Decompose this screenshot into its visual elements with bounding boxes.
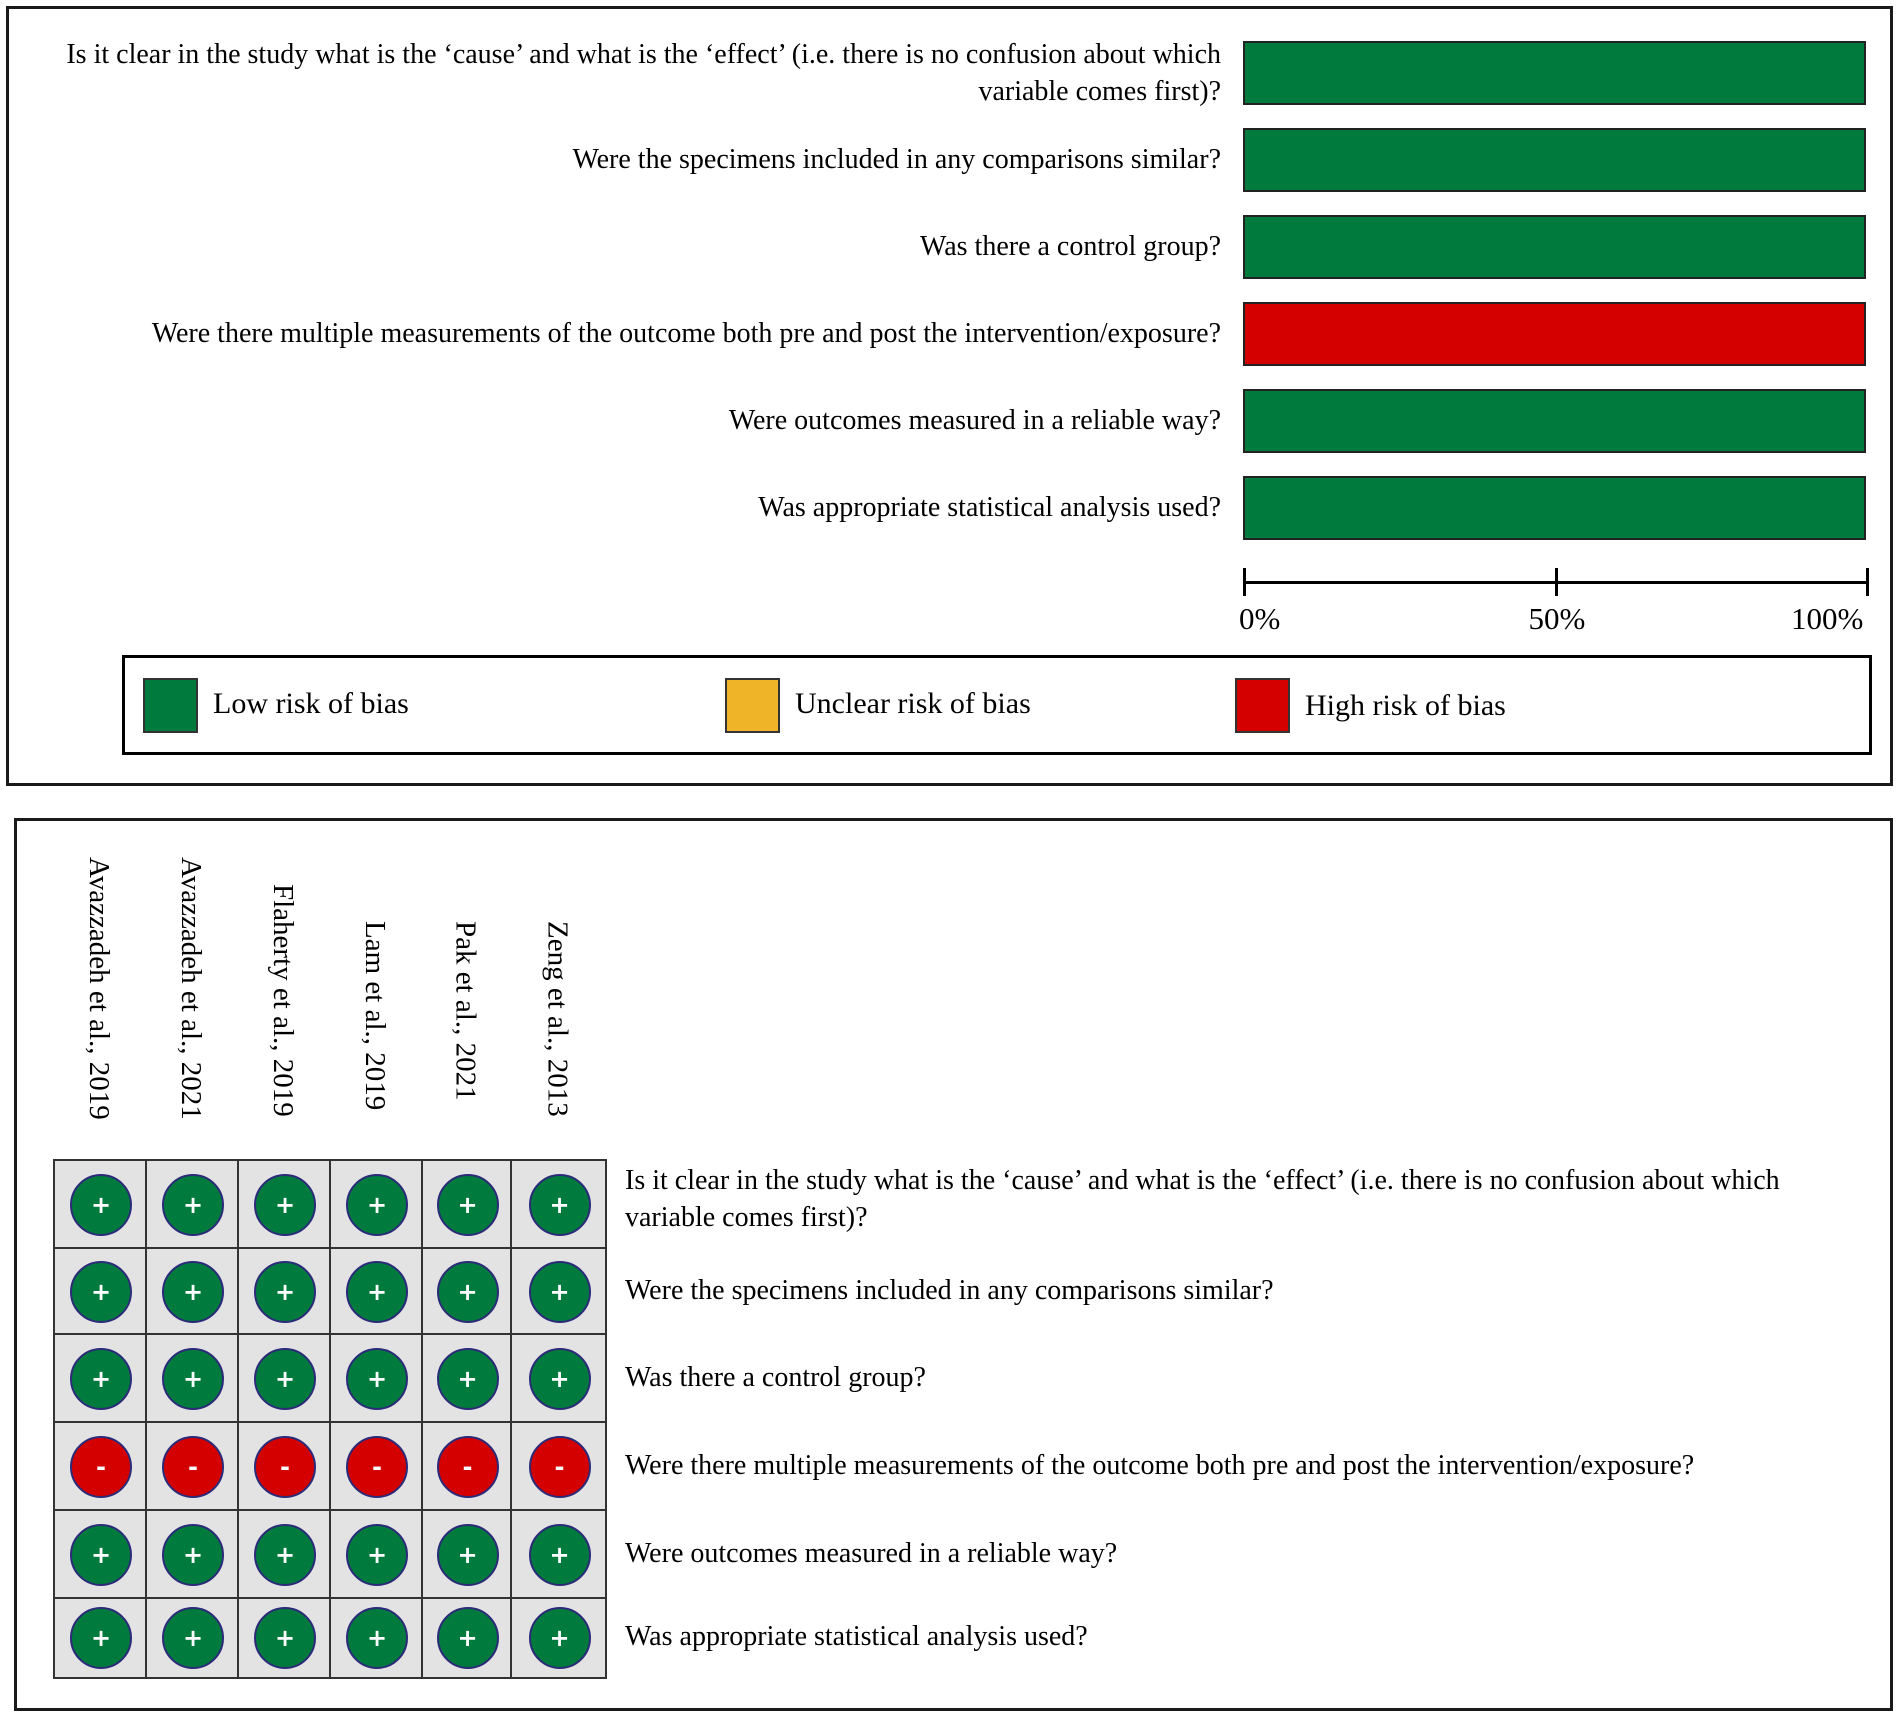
grid-cell <box>512 1511 607 1599</box>
x-axis-tick <box>1866 568 1869 596</box>
bar-segment-high-risk-of-bias <box>1243 302 1866 366</box>
study-label: Avazzadeh et al., 2021 <box>175 857 207 1120</box>
grid-cell <box>331 1335 423 1423</box>
grid-cell <box>239 1511 331 1599</box>
low-risk-plus-icon: + <box>162 1261 224 1323</box>
grid-cell <box>239 1249 331 1335</box>
low-risk-plus-icon: + <box>437 1524 499 1586</box>
low-risk-plus-icon: + <box>529 1348 591 1410</box>
low-risk-plus-icon: + <box>162 1174 224 1236</box>
risk-of-bias-graph-panel <box>14 818 1893 1711</box>
low-risk-plus-icon: + <box>529 1524 591 1586</box>
grid-cell <box>147 1249 239 1335</box>
grid-cell <box>423 1511 512 1599</box>
low-risk-plus-icon: + <box>346 1174 408 1236</box>
grid-cell <box>239 1599 331 1677</box>
study-label: Zeng et al., 2013 <box>541 921 574 1117</box>
low-risk-plus-icon: + <box>254 1348 316 1410</box>
grid-cell <box>512 1599 607 1677</box>
x-tick-label: 100% <box>1791 601 1864 636</box>
grid-cell <box>512 1249 607 1335</box>
study-label: Flaherty et al., 2019 <box>267 884 299 1117</box>
grid-cell <box>239 1161 331 1249</box>
grid-cell <box>331 1423 423 1511</box>
low-risk-plus-icon: + <box>70 1524 132 1586</box>
grid-cell <box>55 1511 147 1599</box>
x-axis-tick <box>1555 568 1558 596</box>
row-question-label: Were outcomes measured in a reliable way? <box>625 1538 1118 1569</box>
grid-cell <box>239 1335 331 1423</box>
grid-cell <box>55 1599 147 1677</box>
low-risk-plus-icon: + <box>346 1524 408 1586</box>
row-question-label: Were there multiple measurements of the outcome both pre and post the intervention/exposure? <box>625 1450 1695 1481</box>
x-tick-label: 50% <box>1528 601 1586 636</box>
legend <box>122 655 1872 755</box>
legend-label: High risk of bias <box>1305 689 1506 722</box>
bar-segment-low-risk-of-bias <box>1243 476 1866 540</box>
low-risk-plus-icon: + <box>70 1348 132 1410</box>
low-risk-plus-icon: + <box>254 1524 316 1586</box>
legend-swatch-high-risk-of-bias <box>1235 678 1290 733</box>
low-risk-plus-icon: + <box>437 1348 499 1410</box>
bar-segment-low-risk-of-bias <box>1243 41 1866 105</box>
low-risk-plus-icon: + <box>162 1348 224 1410</box>
high-risk-minus-icon: - <box>70 1436 132 1498</box>
low-risk-plus-icon: + <box>70 1174 132 1236</box>
grid-cell <box>423 1423 512 1511</box>
risk-of-bias-summary-panel <box>6 6 1893 786</box>
grid-cell <box>55 1161 147 1249</box>
bar-segment-low-risk-of-bias <box>1243 128 1866 192</box>
grid-cell <box>147 1423 239 1511</box>
grid-cell <box>55 1335 147 1423</box>
grid-cell <box>55 1423 147 1511</box>
grid-cell <box>512 1335 607 1423</box>
bar-segment-low-risk-of-bias <box>1243 215 1866 279</box>
study-label: Pak et al., 2021 <box>449 921 482 1101</box>
grid-cell <box>423 1335 512 1423</box>
grid-cell <box>423 1249 512 1335</box>
legend-label: Low risk of bias <box>213 687 409 720</box>
x-tick-label: 0% <box>1239 601 1281 636</box>
low-risk-plus-icon: + <box>346 1348 408 1410</box>
grid-cell <box>239 1423 331 1511</box>
grid-cell <box>331 1249 423 1335</box>
legend-swatch-unclear-risk-of-bias <box>725 678 780 733</box>
question-label: Were the specimens included in any comparisons similar? <box>572 144 1221 175</box>
grid-cell <box>512 1423 607 1511</box>
high-risk-minus-icon: - <box>162 1436 224 1498</box>
low-risk-plus-icon: + <box>437 1607 499 1669</box>
row-question-label: Were the specimens included in any comparisons similar? <box>625 1275 1274 1306</box>
grid-cell <box>331 1161 423 1249</box>
low-risk-plus-icon: + <box>437 1174 499 1236</box>
low-risk-plus-icon: + <box>70 1607 132 1669</box>
low-risk-plus-icon: + <box>254 1174 316 1236</box>
low-risk-plus-icon: + <box>70 1261 132 1323</box>
grid-cell <box>423 1599 512 1677</box>
low-risk-plus-icon: + <box>529 1607 591 1669</box>
grid-cell <box>512 1161 607 1249</box>
high-risk-minus-icon: - <box>254 1436 316 1498</box>
judgement-grid <box>53 1159 607 1679</box>
low-risk-plus-icon: + <box>529 1261 591 1323</box>
low-risk-plus-icon: + <box>254 1261 316 1323</box>
question-label: Was appropriate statistical analysis used? <box>758 492 1221 523</box>
question-label: Is it clear in the study what is the ‘cause’ and what is the ‘effect’ (i.e. there is no confusion about which variable comes first)? <box>66 39 1221 107</box>
low-risk-plus-icon: + <box>346 1607 408 1669</box>
grid-cell <box>423 1161 512 1249</box>
grid-cell <box>331 1599 423 1677</box>
low-risk-plus-icon: + <box>254 1607 316 1669</box>
low-risk-plus-icon: + <box>162 1607 224 1669</box>
grid-cell <box>147 1511 239 1599</box>
row-question-label: Was appropriate statistical analysis used? <box>625 1621 1088 1652</box>
high-risk-minus-icon: - <box>529 1436 591 1498</box>
low-risk-plus-icon: + <box>529 1174 591 1236</box>
row-question-label: Is it clear in the study what is the ‘cause’ and what is the ‘effect’ (i.e. there is no confusion about which variable comes first)? <box>625 1165 1780 1233</box>
low-risk-plus-icon: + <box>162 1524 224 1586</box>
question-label: Was there a control group? <box>920 231 1221 262</box>
low-risk-plus-icon: + <box>437 1261 499 1323</box>
high-risk-minus-icon: - <box>346 1436 408 1498</box>
legend-label: Unclear risk of bias <box>795 687 1031 720</box>
x-axis-tick <box>1243 568 1246 596</box>
bar-segment-low-risk-of-bias <box>1243 389 1866 453</box>
grid-cell <box>55 1249 147 1335</box>
grid-cell <box>147 1161 239 1249</box>
study-label: Lam et al., 2019 <box>359 921 391 1111</box>
row-question-label: Was there a control group? <box>625 1362 926 1393</box>
study-label: Avazzadeh et al., 2019 <box>83 857 115 1120</box>
question-label: Were there multiple measurements of the outcome both pre and post the intervention/exposure? <box>151 318 1221 349</box>
low-risk-plus-icon: + <box>346 1261 408 1323</box>
grid-cell <box>331 1511 423 1599</box>
high-risk-minus-icon: - <box>437 1436 499 1498</box>
legend-swatch-low-risk-of-bias <box>143 678 198 733</box>
grid-cell <box>147 1599 239 1677</box>
grid-cell <box>147 1335 239 1423</box>
question-label: Were outcomes measured in a reliable way? <box>728 405 1221 436</box>
